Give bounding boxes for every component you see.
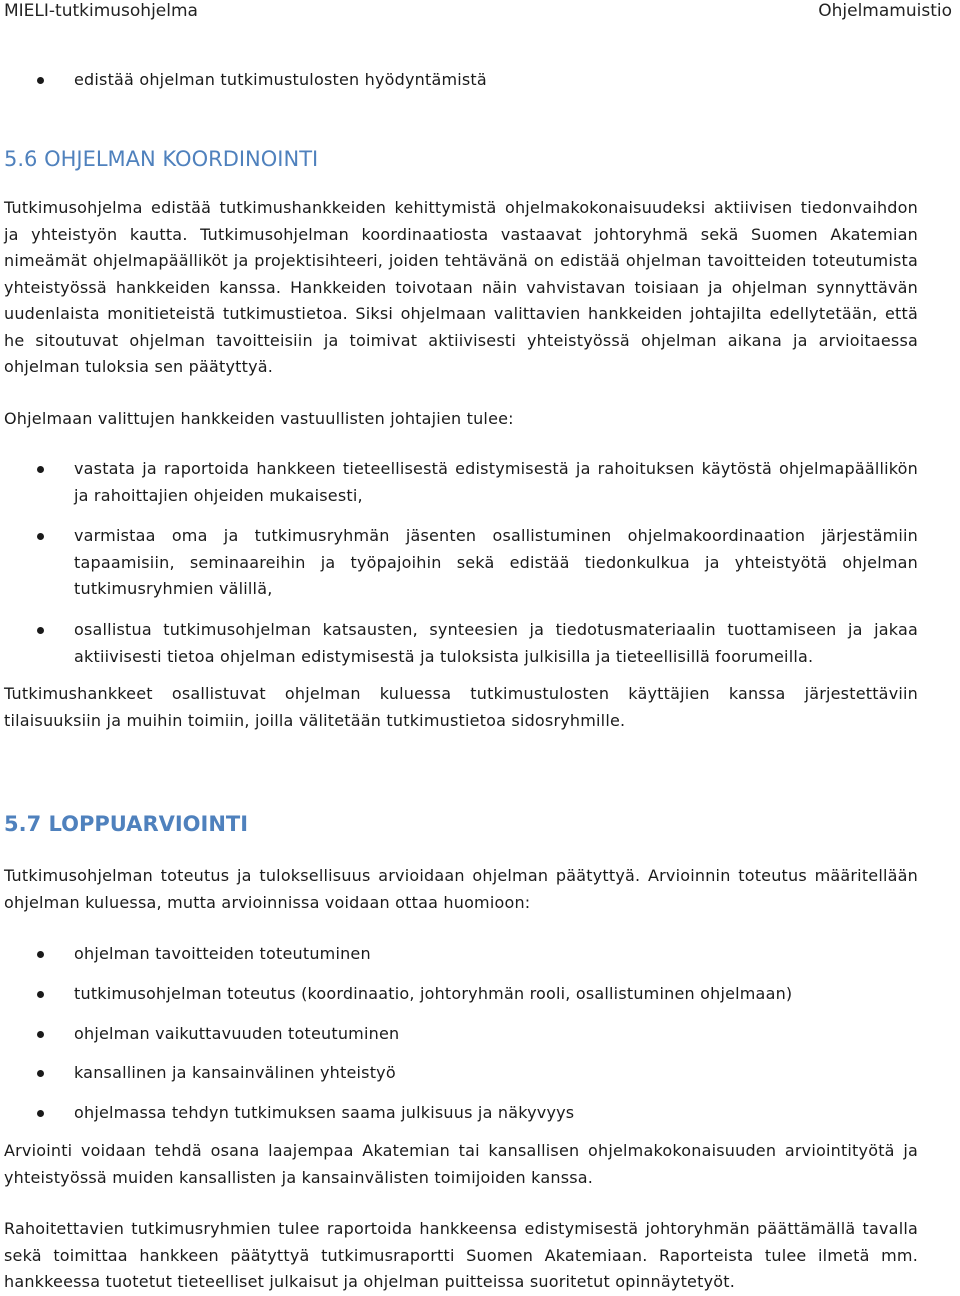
running-header-right: Ohjelmamuistio — [818, 1, 952, 21]
section-heading-5-7: 5.7 LOPPUARVIOINTI — [4, 812, 249, 836]
list-item — [4, 981, 918, 1008]
bullet-icon — [37, 951, 44, 958]
bullet-icon — [37, 466, 44, 473]
list-item-text: ohjelman tavoitteiden toteutuminen — [74, 944, 371, 963]
list-item-text: kansallinen ja kansainvälinen yhteistyö — [74, 1063, 396, 1082]
bullet-icon — [37, 991, 44, 998]
list-item — [4, 1060, 918, 1087]
bullet-icon — [37, 533, 44, 540]
bullet-icon — [37, 627, 44, 634]
list-item — [4, 67, 918, 94]
paragraph: Ohjelmaan valittujen hankkeiden vastuullisten johtajien tulee: — [4, 409, 514, 428]
paragraph: Tutkimusohjelman toteutus ja tuloksellisuus arvioidaan ohjelman päätyttyä. Arvioinnin toteutus määritellään ohjelman kuluessa, mutta arvioinnissa voidaan ottaa huomioon: — [4, 866, 918, 912]
paragraph: Tutkimusohjelma edistää tutkimushankkeiden kehittymistä ohjelmakokonaisuudeksi aktiivisen tiedonvaihdon ja yhteistyön kautta. Tutkimusohjelman koordinaatiosta vastaavat johtoryhmä sekä Suomen Akatemian nimeämät ohjelmapäälliköt ja projektisihteeri, joiden tehtävänä on edistää ohjelman tavoitteiden toteutumista yhteistyössä hankkeiden kanssa. Hankkeiden toivotaan näin vahvistavan toisiaan ja ohjelman synnyttävän uudenlaista monitieteistä tutkimustietoa. Siksi ohjelmaan valittavien hankkeiden johtajilta edellytetään, että he sitoutuvat ohjelman tavoitteisiin ja toimivat aktiivisesti yhteistyössä ohjelman aikana ja arvioitaessa ohjelman tuloksia sen päätyttyä. — [4, 198, 918, 376]
bullet-icon — [37, 1070, 44, 1077]
list-item — [4, 617, 918, 670]
list-item — [4, 456, 918, 509]
bullet-icon — [37, 1031, 44, 1038]
paragraph: Tutkimushankkeet osallistuvat ohjelman kuluessa tutkimustulosten käyttäjien kanssa järjestettäviin tilaisuuksiin ja muihin toimiin, joilla välitetään tutkimustietoa sidosryhmille. — [4, 684, 918, 730]
list-item-text: vastata ja raportoida hankkeen tieteellisestä edistymisestä ja rahoituksen käytöstä ohjelmapäällikön ja rahoittajien ohjeiden mukaisesti, — [74, 459, 918, 505]
list-item — [4, 941, 918, 968]
list-item-text: edistää ohjelman tutkimustulosten hyödyntämistä — [74, 70, 487, 89]
list-item-text: ohjelmassa tehdyn tutkimuksen saama julkisuus ja näkyvyys — [74, 1103, 575, 1122]
running-header-left: MIELI-tutkimusohjelma — [4, 1, 198, 21]
bullet-icon — [37, 1110, 44, 1117]
list-item — [4, 1100, 918, 1127]
paragraph: Rahoitettavien tutkimusryhmien tulee raportoida hankkeensa edistymisestä johtoryhmän päättämällä tavalla sekä toimittaa hankkeen päätyttyä tutkimusraportti Suomen Akatemiaan. Raporteista tulee ilmetä mm. hankkeessa tuotetut tieteelliset julkaisut ja ohjelman puitteissa suoritetut opinnäytetyöt. — [4, 1219, 918, 1291]
section-heading-5-6: 5.6 OHJELMAN KOORDINOINTI — [4, 147, 319, 171]
list-item-text: tutkimusohjelman toteutus (koordinaatio, johtoryhmän rooli, osallistuminen ohjelmaan) — [74, 984, 793, 1003]
list-item-text: osallistua tutkimusohjelman katsausten, synteesien ja tiedotusmateriaalin tuottamiseen ja jakaa aktiivisesti tietoa ohjelman edistymisestä ja tuloksista julkisilla ja tieteellisillä foorumeilla. — [74, 620, 918, 666]
list-item — [4, 1021, 918, 1048]
bullet-icon — [37, 77, 44, 84]
list-item-text: ohjelman vaikuttavuuden toteutuminen — [74, 1024, 400, 1043]
paragraph: Arviointi voidaan tehdä osana laajempaa Akatemian tai kansallisen ohjelmakokonaisuuden arviointityötä ja yhteistyössä muiden kansallisten ja kansainvälisten toimijoiden kanssa. — [4, 1141, 918, 1187]
list-item — [4, 523, 918, 603]
list-item-text: varmistaa oma ja tutkimusryhmän jäsenten osallistuminen ohjelmakoordinaation järjestämiin tapaamisiin, seminaareihin ja työpajoihin sekä edistää tiedonkulkua ja yhteistyötä ohjelman tutkimusryhmien välillä, — [74, 526, 918, 598]
